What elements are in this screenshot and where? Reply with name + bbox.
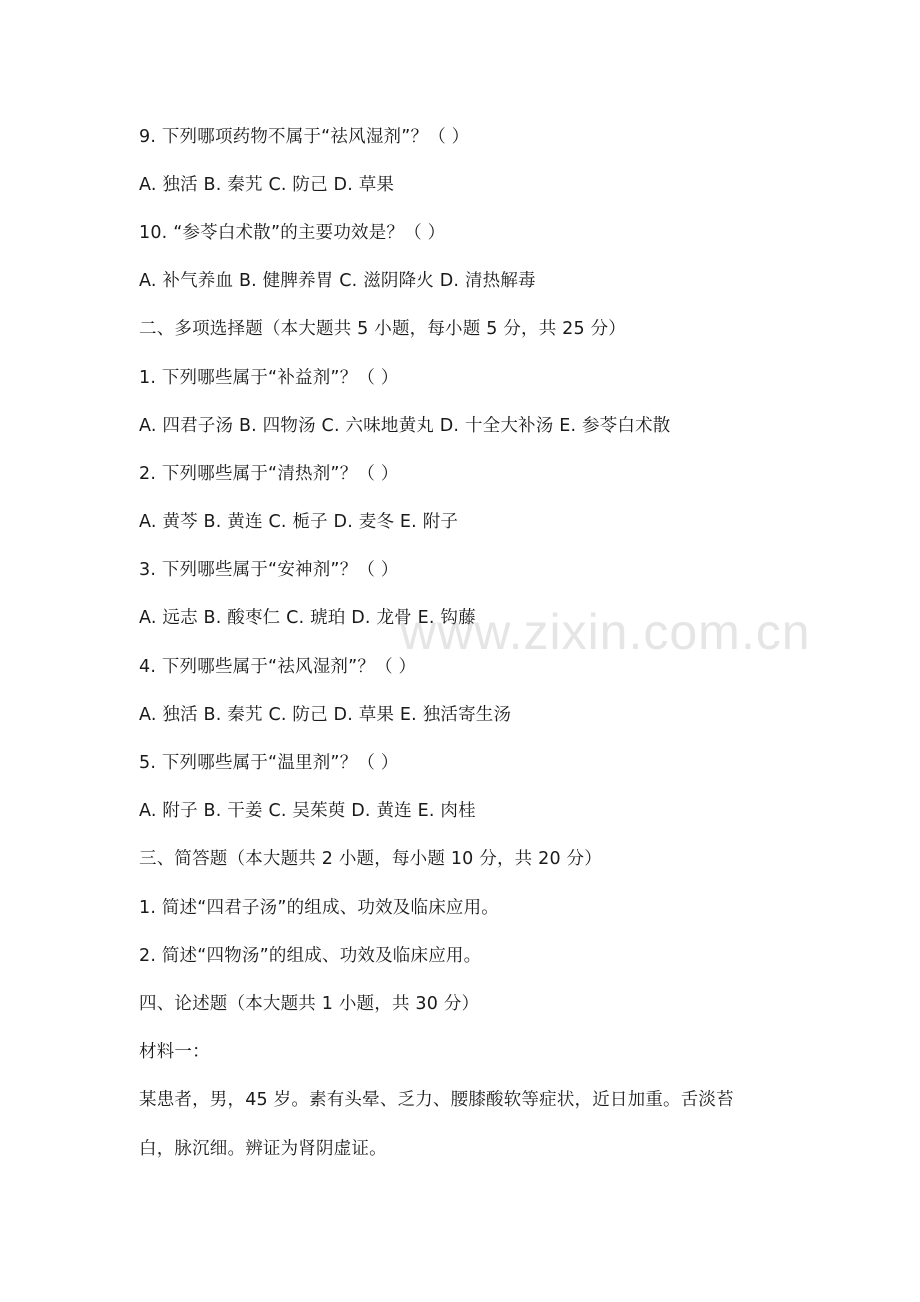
material-text-line-1: 某患者，男，45 岁。素有头晕、乏力、腰膝酸软等症状，近日加重。舌淡苔: [139, 1090, 734, 1110]
mc-question-1-options: A. 四君子汤 B. 四物汤 C. 六味地黄丸 D. 十全大补汤 E. 参苓白术散: [139, 416, 671, 436]
mc-question-2-options: A. 黄芩 B. 黄连 C. 栀子 D. 麦冬 E. 附子: [139, 512, 459, 532]
mc-question-3-options: A. 远志 B. 酸枣仁 C. 琥珀 D. 龙骨 E. 钩藤: [139, 608, 476, 628]
short-answer-1: 1. 简述“四君子汤”的组成、功效及临床应用。: [139, 898, 499, 918]
section-heading-essay: 四、论述题（本大题共 1 小题，共 30 分）: [139, 994, 480, 1014]
question-10-options: A. 补气养血 B. 健脾养胃 C. 滋阴降火 D. 清热解毒: [139, 271, 536, 291]
question-10: 10. “参苓白术散”的主要功效是？（ ）: [139, 223, 446, 243]
short-answer-2: 2. 简述“四物汤”的组成、功效及临床应用。: [139, 946, 482, 966]
material-label: 材料一：: [139, 1042, 210, 1062]
section-heading-multiple-choice: 二、多项选择题（本大题共 5 小题，每小题 5 分，共 25 分）: [139, 319, 627, 339]
question-9: 9. 下列哪项药物不属于“祛风湿剂”？（ ）: [139, 127, 470, 147]
mc-question-4: 4. 下列哪些属于“祛风湿剂”？（ ）: [139, 657, 417, 677]
mc-question-4-options: A. 独活 B. 秦艽 C. 防己 D. 草果 E. 独活寄生汤: [139, 705, 512, 725]
section-heading-short-answer: 三、简答题（本大题共 2 小题，每小题 10 分，共 20 分）: [139, 849, 602, 869]
mc-question-5: 5. 下列哪些属于“温里剂”？（ ）: [139, 753, 399, 773]
question-9-options: A. 独活 B. 秦艽 C. 防己 D. 草果: [139, 175, 395, 195]
mc-question-2: 2. 下列哪些属于“清热剂”？（ ）: [139, 464, 399, 484]
material-text-line-2: 白，脉沉细。辨证为肾阴虚证。: [139, 1139, 387, 1159]
mc-question-1: 1. 下列哪些属于“补益剂”？（ ）: [139, 368, 399, 388]
mc-question-3: 3. 下列哪些属于“安神剂”？（ ）: [139, 560, 399, 580]
watermark: www.zixin.com.cn: [400, 604, 811, 660]
mc-question-5-options: A. 附子 B. 干姜 C. 吴茱萸 D. 黄连 E. 肉桂: [139, 801, 476, 821]
